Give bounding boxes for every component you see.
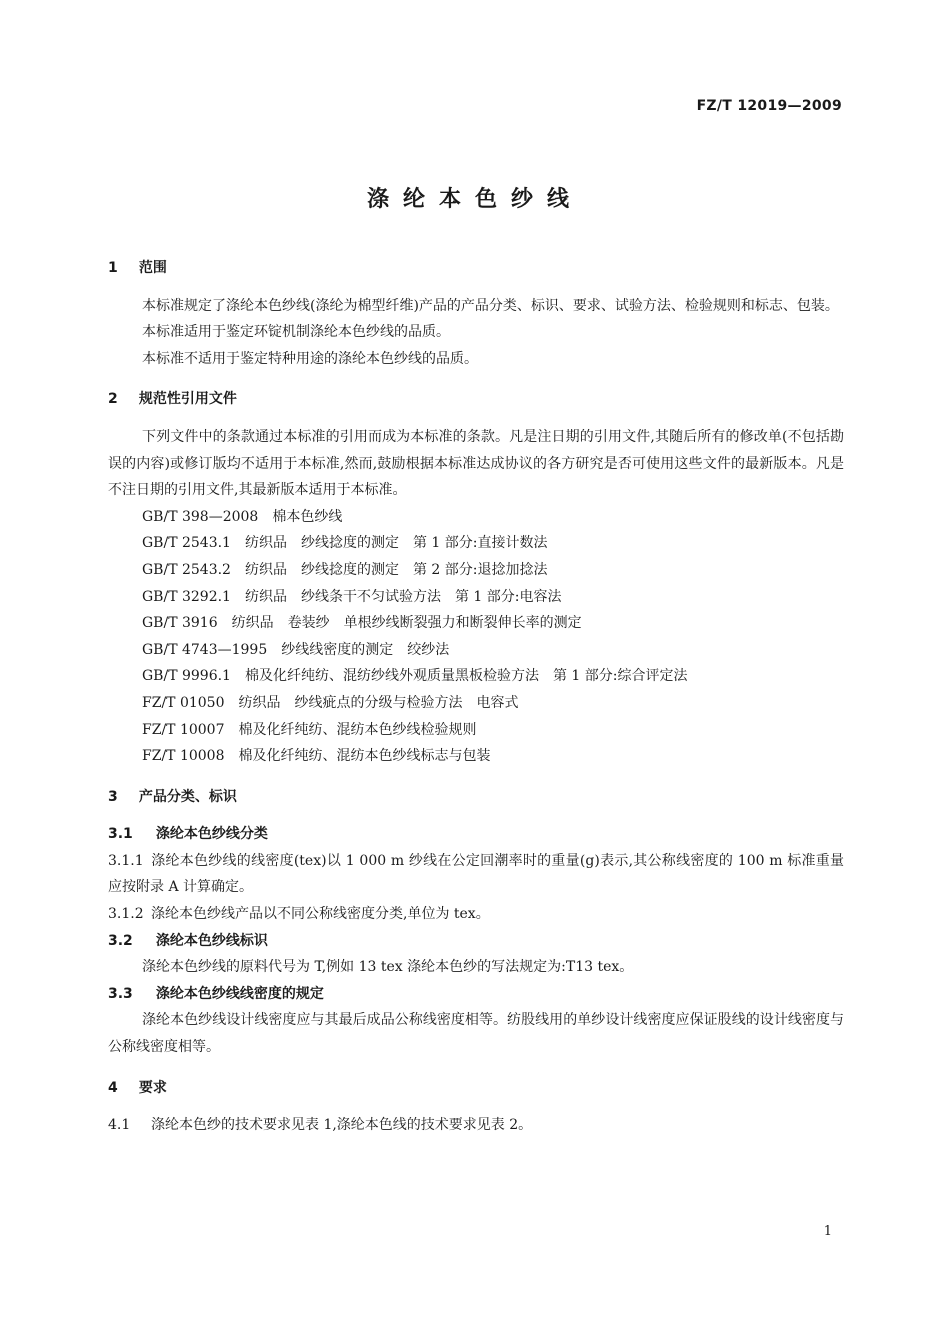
subsection-3-1-heading: 3.1 涤纶本色纱线分类: [108, 826, 268, 843]
page-number: 1: [823, 1224, 832, 1239]
subsection-3-2-heading: 3.2 涤纶本色纱线标识: [108, 932, 268, 949]
reference-item: GB/T 2543.2 纺织品 纱线捻度的测定 第 2 部分:退捻加捻法: [142, 561, 548, 578]
reference-item: GB/T 3916 纺织品 卷装纱 单根纱线断裂强力和断裂伸长率的测定: [142, 615, 582, 632]
reference-item: GB/T 2543.1 纺织品 纱线捻度的测定 第 1 部分:直接计数法: [142, 535, 548, 552]
reference-list: [108, 504, 844, 770]
reference-item: FZ/T 10007 棉及化纤纯纺、混纺本色纱线检验规则: [142, 721, 477, 738]
clause-4-1: 4.1 涤纶本色纱的技术要求见表 1,涤纶本色线的技术要求见表 2。: [108, 1117, 533, 1134]
section-1-paragraph: 本标准不适用于鉴定特种用途的涤纶本色纱线的品质。: [142, 350, 478, 367]
subsection-3-3-text: 涤纶本色纱线设计线密度应与其最后成品公称线密度相等。纺股线用的单纱设计线密度应保证股线的设计线密度与公称线密度相等。: [108, 1012, 844, 1056]
document-body: [108, 255, 844, 1139]
clause-3-1-1: 3.1.1 涤纶本色纱线的线密度(tex)以 1 000 m 纱线在公定回潮率时的重量(g)表示,其公称线密度的 100 m 标准重量应按附录 A 计算确定。: [108, 852, 844, 896]
reference-item: GB/T 3292.1 纺织品 纱线条干不匀试验方法 第 1 部分:电容法: [142, 588, 562, 605]
reference-item: FZ/T 01050 纺织品 纱线疵点的分级与检验方法 电容式: [142, 694, 519, 711]
reference-item: GB/T 4743—1995 纱线线密度的测定 绞纱法: [142, 641, 450, 658]
section-2-heading: 2 规范性引用文件: [108, 391, 237, 408]
section-1-paragraph: 本标准适用于鉴定环锭机制涤纶本色纱线的品质。: [142, 324, 450, 341]
section-2-intro: 下列文件中的条款通过本标准的引用而成为本标准的条款。凡是注日期的引用文件,其随后所有的修改单(不包括勘误的内容)或修订版均不适用于本标准,然而,鼓励根据本标准达成协议的各方研究是否可使用这些文件的最新版本。凡是不注日期的引用文件,其最新版本适用于本标准。: [108, 428, 844, 499]
subsection-3-2-text: 涤纶本色纱线的原料代号为 T,例如 13 tex 涤纶本色纱的写法规定为:T13 tex。: [142, 959, 634, 976]
reference-item: GB/T 9996.1 棉及化纤纯纺、混纺纱线外观质量黑板检验方法 第 1 部分:综合评定法: [142, 668, 688, 685]
reference-item: FZ/T 10008 棉及化纤纯纺、混纺本色纱线标志与包装: [142, 748, 491, 765]
clause-3-1-2: 3.1.2 涤纶本色纱线产品以不同公称线密度分类,单位为 tex。: [108, 906, 490, 923]
reference-item: GB/T 398—2008 棉本色纱线: [142, 508, 343, 525]
subsection-3-3-heading: 3.3 涤纶本色纱线线密度的规定: [108, 985, 324, 1002]
standard-code: FZ/T 12019—2009: [696, 98, 842, 114]
document-title: 涤纶本色纱线: [366, 187, 583, 212]
section-1-heading: 1 范围: [108, 260, 167, 276]
section-1-paragraph: 本标准规定了涤纶本色纱线(涤纶为棉型纤维)产品的产品分类、标识、要求、试验方法、检验规则和标志、包装。: [142, 297, 839, 314]
section-4-heading: 4 要求: [108, 1079, 167, 1096]
section-3-heading: 3 产品分类、标识: [108, 788, 237, 805]
